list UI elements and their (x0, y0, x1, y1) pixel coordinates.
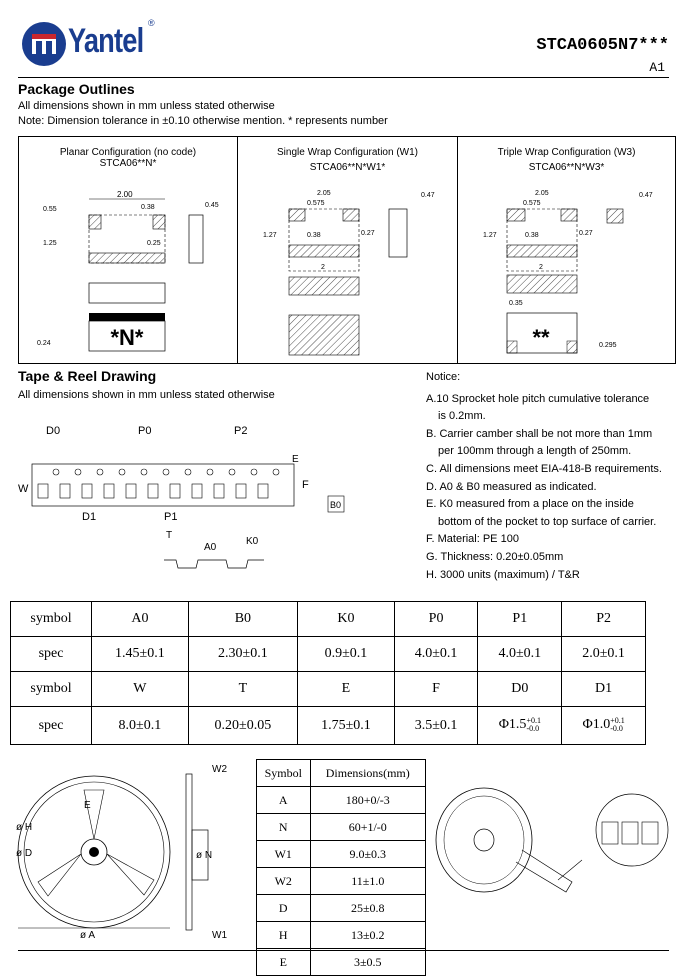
svg-text:2.00: 2.00 (117, 190, 133, 199)
svg-text:E: E (292, 454, 299, 465)
svg-text:1.27: 1.27 (263, 232, 277, 239)
svg-text:0.45: 0.45 (205, 202, 219, 209)
header-divider (18, 77, 669, 78)
svg-text:ø D: ø D (16, 848, 33, 859)
reel-drawing (14, 760, 239, 946)
svg-text:W2: W2 (212, 764, 227, 775)
svg-text:ø H: ø H (16, 822, 33, 833)
config-planar: Planar Configuration (no code) STCA06**N* (59, 147, 197, 169)
svg-text:ø N: ø N (196, 850, 213, 861)
svg-text:2.05: 2.05 (535, 190, 549, 197)
svg-text:D1: D1 (82, 511, 97, 523)
svg-text:ø A: ø A (80, 930, 96, 941)
brand-name: Yantel (68, 22, 144, 60)
svg-text:E: E (84, 800, 91, 811)
package-note-1: All dimensions shown in mm unless stated otherwise (18, 100, 275, 112)
svg-text:A0: A0 (204, 542, 217, 553)
config-triple-wrap: Triple Wrap Configuration (W3) STCA06**N*W3* (497, 147, 636, 173)
svg-text:0.55: 0.55 (43, 206, 57, 213)
notice-block: Notice: A.10 Sprocket hole pitch cumulative tolerance is 0.2mm. B. Carrier camber shall be not more than 1mm per 100mm through a length of 250mm. C. All dimensions meet EIA-418-B requirements. D. A0 & B0 measured as indicated. E. K0 measured from a place on the inside bottom of the pocket to top surface of carrier. F. Material: PE 100 G. Thickness: 0.20±0.05mm H. 3000 units (maximum) / T&R (426, 371, 662, 581)
svg-text:P2: P2 (234, 425, 248, 437)
svg-text:2: 2 (321, 264, 325, 271)
svg-text:F: F (302, 479, 309, 491)
svg-text:K0: K0 (246, 536, 259, 547)
svg-text:0.38: 0.38 (141, 204, 155, 211)
package-note-2: Note: Dimension tolerance in ±0.10 otherwise mention. * represents number (18, 115, 388, 127)
revision: A1 (649, 60, 665, 75)
spec-table: symbol A0 B0 K0 P0 P1 P2 spec 1.45±0.1 2.30±0.1 0.9±0.1 4.0±0.1 4.0±0.1 2.0±0.1 symbol W T E F D0 D1 spec 8.0±0.1 0.20±0.05 1.75±0.1 3.5±0.1 Φ1.5+0.1 -0.0 Φ1.0+0.1 -0.0 (10, 601, 646, 745)
triple-wrap-drawing (479, 185, 675, 363)
svg-text:P1: P1 (164, 511, 178, 523)
svg-text:B0: B0 (330, 500, 342, 510)
tape-reel-title: Tape & Reel Drawing (18, 368, 157, 384)
svg-text:0.38: 0.38 (307, 232, 321, 239)
svg-text:D0: D0 (46, 425, 61, 437)
svg-text:T: T (166, 530, 173, 541)
single-wrap-drawing (259, 185, 454, 363)
svg-text:0.47: 0.47 (421, 192, 435, 199)
svg-text:2: 2 (539, 264, 543, 271)
planar-drawing (37, 187, 237, 357)
reel-perspective-drawing (432, 770, 672, 900)
svg-text:P0: P0 (138, 425, 152, 437)
svg-text:1.27: 1.27 (483, 232, 497, 239)
config-single-wrap: Single Wrap Configuration (W1) STCA06**N*W1* (277, 147, 418, 173)
svg-text:0.295: 0.295 (599, 342, 617, 349)
svg-text:W: W (18, 483, 29, 495)
tape-note: All dimensions shown in mm unless stated otherwise (18, 389, 275, 401)
svg-text:0.47: 0.47 (639, 192, 653, 199)
svg-text:1.25: 1.25 (43, 240, 57, 247)
svg-text:0.35: 0.35 (509, 300, 523, 307)
planar-mark: *N* (110, 325, 144, 350)
svg-text:2.05: 2.05 (317, 190, 331, 197)
reel-dimension-table: Symbol Dimensions(mm) A 180+0/-3 N 60+1/-0 W1 9.0±0.3 W2 11±1.0 D 25±0.8 H 13±0.2 E 3±0.5 (256, 759, 426, 976)
package-outlines-title: Package Outlines (18, 81, 135, 97)
svg-text:0.38: 0.38 (525, 232, 539, 239)
configurations-box (18, 136, 676, 364)
svg-text:W1: W1 (212, 930, 227, 941)
svg-text:0.575: 0.575 (523, 200, 541, 207)
triple-mark: ** (532, 325, 550, 350)
registered-mark: ® (148, 18, 155, 28)
part-number: STCA0605N7*** (536, 36, 669, 55)
svg-text:0.575: 0.575 (307, 200, 325, 207)
svg-text:0.24: 0.24 (37, 340, 51, 347)
svg-text:0.27: 0.27 (579, 230, 593, 237)
tape-drawing (16, 420, 356, 590)
footer-divider (18, 950, 669, 951)
svg-text:0.27: 0.27 (361, 230, 375, 237)
svg-text:0.25: 0.25 (147, 240, 161, 247)
